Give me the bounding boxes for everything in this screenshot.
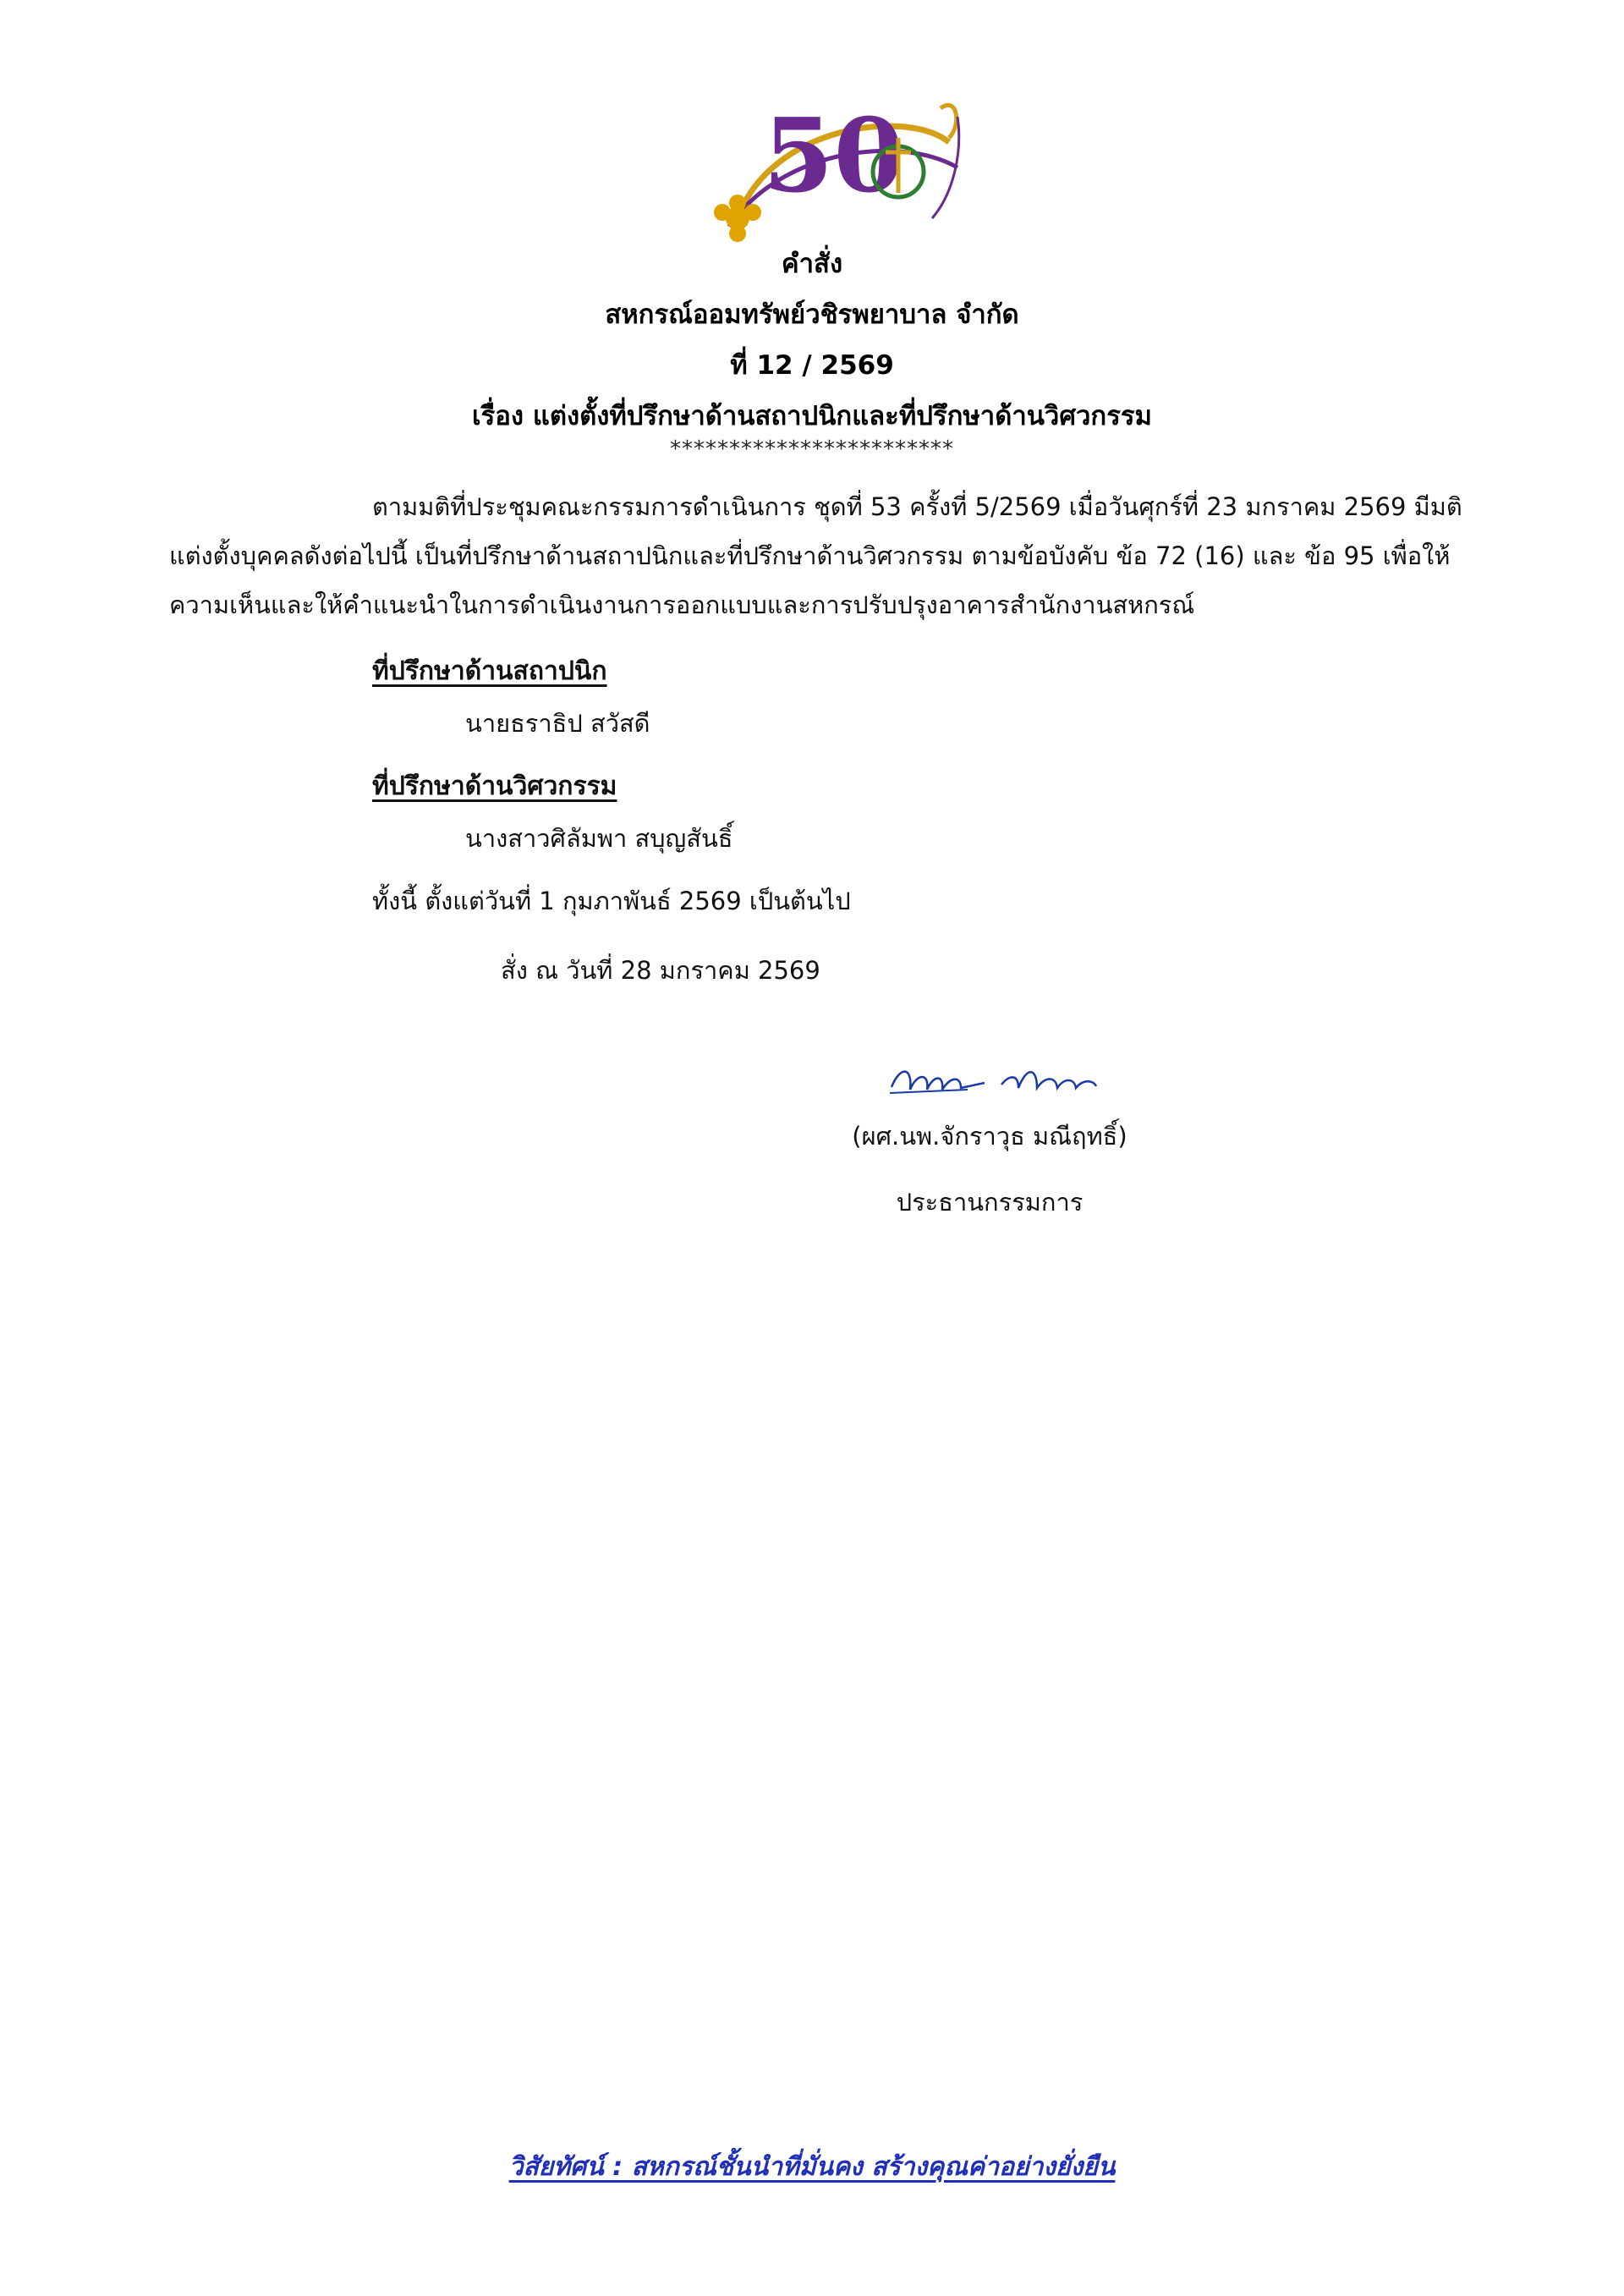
signer-name: (ผศ.นพ.จักราวุธ มณีฤทธิ์) [852, 1122, 1127, 1151]
vision-statement-footer: วิสัยทัศน์ : สหกรณ์ชั้นนำที่มั่นคง สร้างคุณค่าอย่างยั่งยืน [508, 2152, 1116, 2182]
subject-line: เรื่อง แต่งตั้งที่ปรึกษาด้านสถาปนิกและที่ปรึกษาด้านวิศวกรรม [472, 401, 1152, 431]
engineering-advisor-title: ที่ปรึกษาด้านวิศวกรรม [372, 772, 617, 801]
effective-date: ทั้งนี้ ตั้งแต่วันที่ 1 กุมภาพันธ์ 2569 เป็นต้นไป [372, 887, 851, 915]
svg-text:50: 50 [763, 96, 904, 216]
cooperative-50th-anniversary-logo [704, 91, 968, 244]
architect-advisor-title: ที่ปรึกษาด้านสถาปนิก [372, 656, 607, 686]
engineering-advisor-name: นางสาวศิลัมพา สบุญสันธิ์ [465, 824, 733, 853]
issue-date: สั่ง ณ วันที่ 28 มกราคม 2569 [501, 956, 820, 985]
architect-advisor-name: นายธราธิป สวัสดี [465, 709, 650, 738]
handwritten-signature [883, 1049, 1120, 1108]
organization-name: สหกรณ์ออมทรัพย์วชิรพยาบาล จำกัด [605, 299, 1019, 330]
order-number: ที่ 12 / 2569 [730, 350, 894, 381]
resolution-paragraph: ตามมติที่ประชุมคณะกรรมการดำเนินการ ชุดที่ 53 ครั้งที่ 5/2569 เมื่อวันศุกร์ที่ 23 มกราคม 2569 มีมติแต่งตั้งบุคคลดังต่อไปนี้ เป็นที่ปรึกษาด้านสถาปนิกและที่ปรึกษาด้านวิศวกรรม ตามข้อบังคับ ข้อ 72 (16) และ ข้อ 95 เพื่อให้ความเห็นและให้คำแนะนำในการดำเนินงานการออกแบบและการปรับปรุงอาคารสำนักงานสหกรณ์ [169, 492, 1462, 619]
document-type: คำสั่ง [781, 249, 843, 279]
signer-position: ประธานกรรมการ [896, 1188, 1084, 1217]
divider-stars: ************************ [670, 437, 954, 462]
